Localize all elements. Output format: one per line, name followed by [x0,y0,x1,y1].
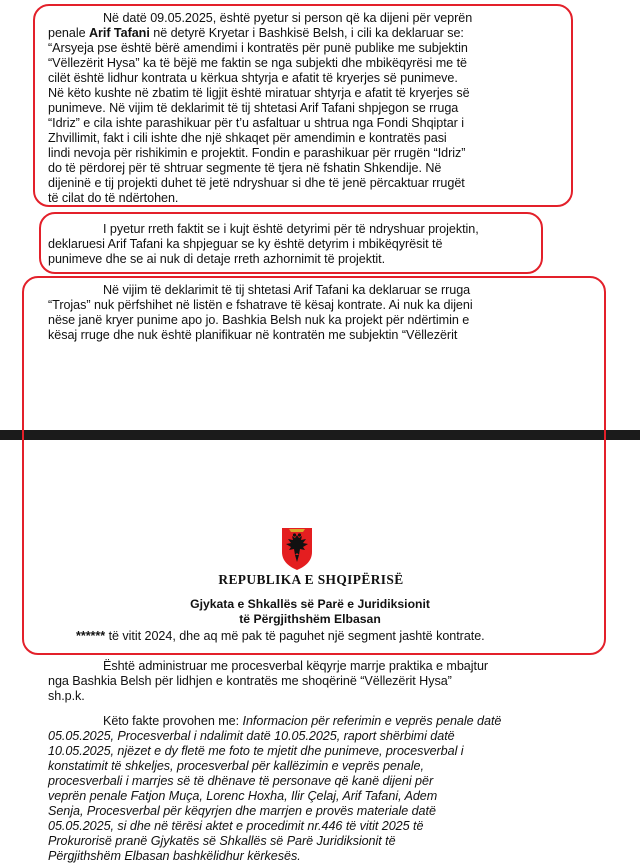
text-line: nga Bashkia Belsh për lidhjen e kontratës me shoqërinë “Vëllezërit Hysa” [48,674,452,688]
text-line: punimeve dhe se ai nuk di detaje rreth azhornimit të projektit. [48,252,386,266]
text-line: procesverbali i marrjes së të dhënave të personave që kanë dijeni për [48,774,434,788]
republic-heading: REPUBLIKA E SHQIPËRISË [218,572,404,587]
court-name-line-1: Gjykata e Shkallës së Parë e Juridiksionit [190,597,430,611]
text-line: “Arsyeja pse është bërë amendimi i kontratës për punë publike me subjektin [48,41,468,55]
text-line: 05.05.2025, si dhe në tërësi aktet e procedimit nr.446 të vitit 2025 të [48,819,424,833]
text-line: 10.05.2025, njëzet e dy fletë me foto te mjetit dhe punimeve, procesverbal i [48,744,464,758]
text-line: Është administruar me procesverbal këqyrje marrje praktika e mbajtur [103,659,489,673]
text-line: “Idriz” e cila ishte parashikuar për t’u asfaltuar u shtrua nga Fondi Shqiptar i [48,116,465,130]
text-line: veprën penale Fatjon Muça, Lorenc Hoxha, Ilir Çelaj, Arif Tafani, Adem [48,789,438,803]
text-line: Senja, Procesverbal për këqyrjen dhe marrjen e provës materiale datë [48,804,436,818]
text-line: Zhvillimit, fakt i cili ishte dhe një shkaqet për amendimin e kontratës pasi [48,131,447,145]
bold-name: Arif Tafani [88,26,150,40]
text-line: punimeve. Në vijim të deklarimit të tij shtetasi Arif Tafani shpjegon se rruga [48,101,459,115]
redacted-marker: ****** [76,629,106,643]
text-line: lindi nevoja për rishikimin e projektit. Fondin e parashikuar për rrugën “Idriz” [48,146,466,160]
text-line: do të përdorej për të shtruar segmente të tjera në fshatin Shkendije. Në [48,161,442,175]
text-line: I pyetur rreth faktit se i kujt është detyrimi për të ndryshuar projektin, [103,222,479,236]
text-line: 05.05.2025, Procesverbal i ndalimit datë 10.05.2025, raport shërbimi datë [48,729,455,743]
text-line: Përgjithshëm Elbasan bashkëlidhur kërkesës. [48,849,301,863]
text-line: deklaruesi Arif Tafani ka shpjeguar se ky është detyrim i mbikëqyrësit të [48,237,443,251]
text-line: Në këto kushte në zbatim të ligjit është miratuar shtyrja e afatit të kryerjes së [48,86,470,100]
text-line: konstatimit të shkeljes, procesverbal për kallëzimin e veprës penale, [48,759,424,773]
text-line: cilët është lidhur kontrata u kërkua shtyrja e afatit të kryerjes së punimeve. [48,71,458,85]
text-run: të vitit 2024, dhe aq më pak të paguhet një segment jashtë kontrate. [108,629,485,643]
highlight-frame-3 [22,276,606,655]
text-line: “Vëllezërit Hysa” ka të bëjë me faktin se nga subjekti dhe mbikëqyrësi me të [48,56,467,70]
text-line: Prokurorisë pranë Gjykatës së Shkallës së Parë Juridiksionit të [48,834,396,848]
text-run: në detyrë Kryetar i Bashkisë Belsh, i cili ka deklaruar se: [153,26,464,40]
text-run: penale [48,26,86,40]
text-run: Këto fakte provohen me: [103,714,240,728]
highlight-frame-1 [33,4,573,207]
text-line: sh.p.k. [48,689,85,703]
text-line: Në vijim të deklarimit të tij shtetasi Arif Tafani ka deklaruar se rruga [103,283,471,297]
text-line: kësaj rruge dhe nuk është planifikuar në kontratën me subjektin “Vëllezërit [48,328,458,342]
italic-run: Informacion për referimin e veprës penale datë [242,714,502,728]
text-line-clipped: të cilat do të ndërtohen. [48,191,179,202]
court-name-line-2: të Përgjithshëm Elbasan [239,612,381,626]
text-line: Në datë 09.05.2025, është pyetur si person që ka dijeni për veprën [103,11,473,25]
text-line [103,714,501,729]
text-line: dijeninë e tij projekti duhet të jetë ndryshuar si dhe të jenë përcaktuar rrugët [48,176,465,190]
highlight-frame-2 [39,212,543,274]
text-line: nëse janë kryer punime apo jo. Bashkia Belsh nuk ka projekt për ndërtimin e [48,313,470,327]
text-line: “Trojas” nuk përfshihet në listën e fshatrave të kësaj kontrate. Ai nuk ka dijeni [48,298,473,312]
